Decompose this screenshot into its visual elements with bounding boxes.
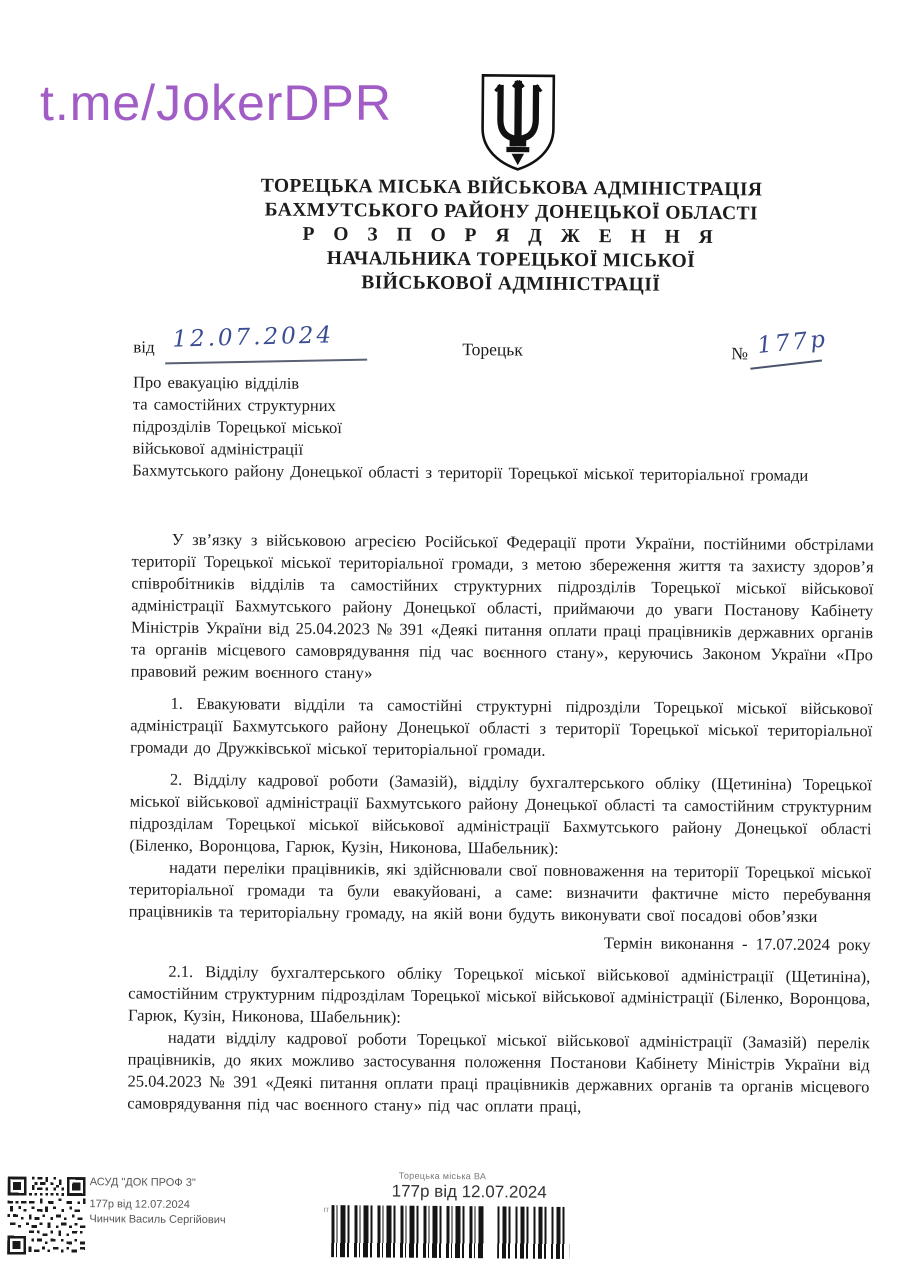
- doc-number-label: №: [731, 343, 749, 364]
- header-doc-type: Р О З П О Р Я Д Ж Е Н Н Я: [302, 223, 720, 249]
- date-value-handwritten: 12.07.2024: [172, 322, 335, 353]
- paragraph-provide-lists: надати переліки працівників, які здійснювали свої повноваження на території Торецької міської територіальної громади та були евакуйовані, а саме: визначити фактичне місто перебування працівників та територіальну громаду, на якій вони будуть виконувати свої посадові обов’язки: [128, 857, 872, 926]
- barcode: [331, 1205, 569, 1259]
- barcode-prefix-text: гг: [323, 1205, 330, 1215]
- header-org-line-1: ТОРЕЦЬКА МІСЬКА ВІЙСЬКОВА АДМІНІСТРАЦІЯ: [260, 175, 763, 201]
- header-issuer-line-2: ВІЙСЬКОВОЇ АДМІНІСТРАЦІЇ: [361, 272, 661, 296]
- header-issuer-line-1: НАЧАЛЬНИКА ТОРЕЦЬКОЇ МІСЬКОЇ: [326, 248, 696, 272]
- doc-number-handwritten: 177р: [756, 326, 830, 360]
- date-underline: [165, 359, 367, 365]
- barcode-group-2: [497, 1206, 569, 1259]
- doc-number-underline: [750, 360, 822, 370]
- ukraine-trident-emblem-icon: [478, 72, 559, 173]
- footer-org-name: Торецька міська ВА: [398, 1170, 487, 1182]
- paragraph-provide-list-2: надати відділу кадрової роботи Торецької міської військової адміністрації (Замазій) перелік працівників, до яких можливо застосування положення Постанови Кабінету Міністрів України від 25.04.2023 № 391 «Деякі питання оплати праці працівників державних органів та органів місцевого самоврядування під час воєнного стану» під час оплати праці,: [127, 1027, 870, 1117]
- paragraph-item-2: 2. Відділу кадрової роботи (Замазій), відділу бухгалтерського обліку (Щетиніна) Торецької міської військової адміністрації Бахмутського району Донецької області та самостійним структурним підрозділам Торецької міської військової адміністрації Бахмутського району Донецької області (Біленко, Воронцова, Гарюк, Кузін, Никонова, Шабельник):: [129, 769, 872, 858]
- paragraph-item-1: 1. Евакуювати відділи та самостійні структурні підрозділи Торецької міської військової адміністрації Бахмутського району Донецької області з території Торецької міської територіальної громади до Дружківської міської територіальної громади.: [130, 693, 873, 760]
- paragraph-intro: У зв’язку з військовою агресією Російської Федерації проти України, постійними обстрілами території Торецької міської територіальної громади, з метою збереження життя та захисту здоров’я співробітників відділів та самостійних структурних підрозділів Торецької міської військової адміністрації Бахмутського району Донецької області, приймаючи до уваги Постанову Кабінету Міністрів України від 25.04.2023 № 391 «Деякі питання оплати праці працівників державних органів та органів місцевого самоврядування під час воєнного стану», керуючись Законом України «Про правовий режим воєнного стану»: [130, 529, 874, 683]
- qr-code: [7, 1177, 86, 1256]
- header-org-line-2: БАХМУТСЬКОГО РАЙОНУ ДОНЕЦЬКОЇ ОБЛАСТІ: [264, 199, 759, 225]
- document-header: [146, 174, 877, 300]
- footer-person-name: Чинчик Василь Сергійович: [89, 1213, 226, 1227]
- footer-center-doc-ref: 177р від 12.07.2024: [391, 1181, 547, 1202]
- date-label: від: [133, 337, 155, 357]
- document-body: [127, 528, 874, 1120]
- deadline-line: Термін виконання - 17.07.2024 року: [603, 933, 871, 955]
- footer-left-doc-ref: 177р від 12.07.2024: [89, 1198, 190, 1211]
- barcode-group-1: [331, 1205, 484, 1258]
- watermark-text: t.me/JokerDPR: [40, 75, 392, 131]
- city-name: Торецьк: [462, 339, 523, 360]
- subject-block: Про евакуацію відділів та самостійних структурних підрозділів Торецької міської військової адміністрації Бахмутського району Донецької області з території Торецької міської територіальної громади: [132, 372, 809, 485]
- paragraph-item-2-1: 2.1. Відділу бухгалтерського обліку Торецької міської військової адміністрації (Щетиніна), самостійним структурним підрозділам Торецької міської військової адміністрації (Біленко, Воронцова, Гарюк, Кузін, Никонова, Шабельник):: [127, 961, 871, 1027]
- footer-system-name: АСУД "ДОК ПРОФ 3": [89, 1176, 196, 1190]
